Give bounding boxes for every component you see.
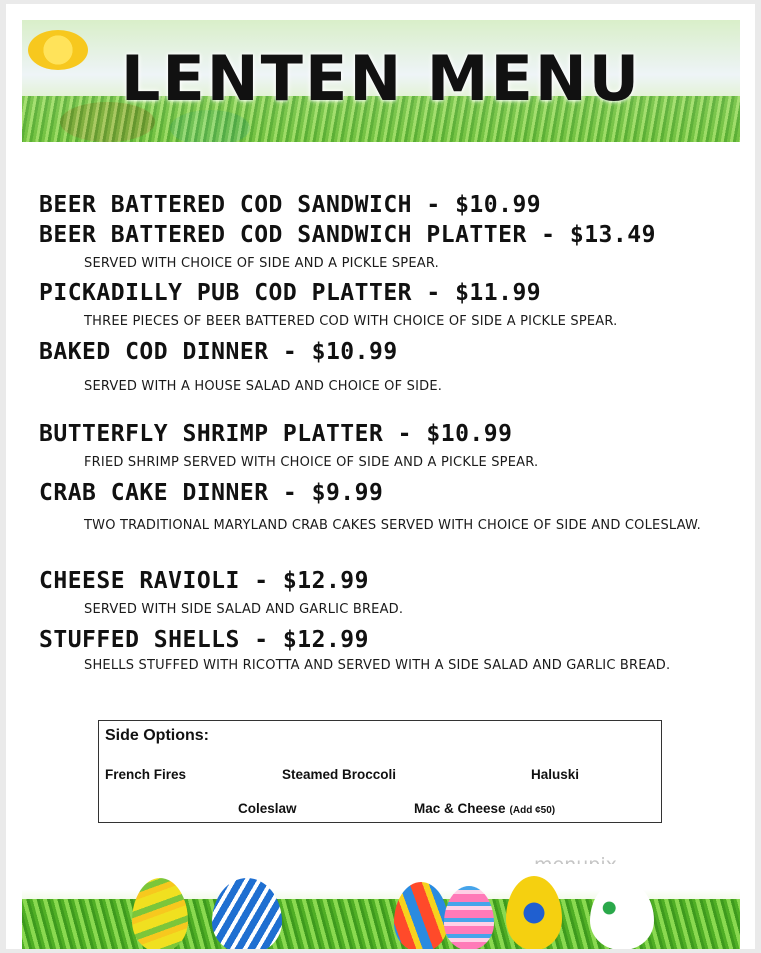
side-option: Haluski [531,767,580,782]
menu-item [39,568,729,627]
menu-item [39,280,729,339]
side-option: Mac & Cheese [414,801,506,816]
side-options-title: Side Options: [105,727,209,744]
menu-item [39,222,729,280]
easter-egg-icon [394,882,448,949]
menu-item [39,627,729,674]
side-option: Steamed Broccoli [282,767,397,782]
side-option: Coleslaw [238,801,297,816]
menu-item-title: CHEESE RAVIOLI - $12.99 [39,568,369,594]
page-title: LENTEN MENU [120,42,642,115]
easter-egg-icon [212,878,282,949]
menu-page [6,4,755,949]
menu-item-title: CRAB CAKE DINNER - $9.99 [39,480,384,506]
menu-item [39,421,729,480]
menu-item [39,192,729,222]
easter-egg-icon [506,876,562,949]
menu-item [39,480,729,568]
side-options-box [98,720,662,823]
menu-item-description: SERVED WITH CHOICE OF SIDE AND A PICKLE SPEAR. [84,256,439,271]
price-note: (Add ¢50) [509,805,556,816]
easter-egg-icon [132,878,188,949]
menu-item-description: SERVED WITH A HOUSE SALAD AND CHOICE OF SIDE. [84,379,443,394]
menu-item-title: BEER BATTERED COD SANDWICH - $10.99 [39,192,542,218]
menu-item-description: TWO TRADITIONAL MARYLAND CRAB CAKES SERVED WITH CHOICE OF SIDE AND COLESLAW. [84,518,701,533]
menu-item-title: BEER BATTERED COD SANDWICH PLATTER - $13.49 [39,222,656,248]
menu-item-description: SERVED WITH SIDE SALAD AND GARLIC BREAD. [84,602,404,617]
menu-item-description: SHELLS STUFFED WITH RICOTTA AND SERVED WITH A SIDE SALAD AND GARLIC BREAD. [84,658,671,673]
menu-item-title: STUFFED SHELLS - $12.99 [39,627,369,653]
menu-item-description: FRIED SHRIMP SERVED WITH CHOICE OF SIDE AND A PICKLE SPEAR. [84,455,539,470]
side-option-mac [414,801,555,816]
side-option: French Fires [105,767,187,782]
menu-item-title: PICKADILLY PUB COD PLATTER - $11.99 [39,280,542,306]
menu-item-title: BAKED COD DINNER - $10.99 [39,339,398,365]
easter-egg-icon [590,880,654,949]
footer-decoration [22,864,740,949]
menu-item [39,339,729,421]
banner [22,20,740,142]
menu-item-title: BUTTERFLY SHRIMP PLATTER - $10.99 [39,421,513,447]
menu-list [39,192,729,674]
easter-egg-icon [444,886,494,949]
menu-item-description: THREE PIECES OF BEER BATTERED COD WITH CHOICE OF SIDE A PICKLE SPEAR. [84,314,618,329]
